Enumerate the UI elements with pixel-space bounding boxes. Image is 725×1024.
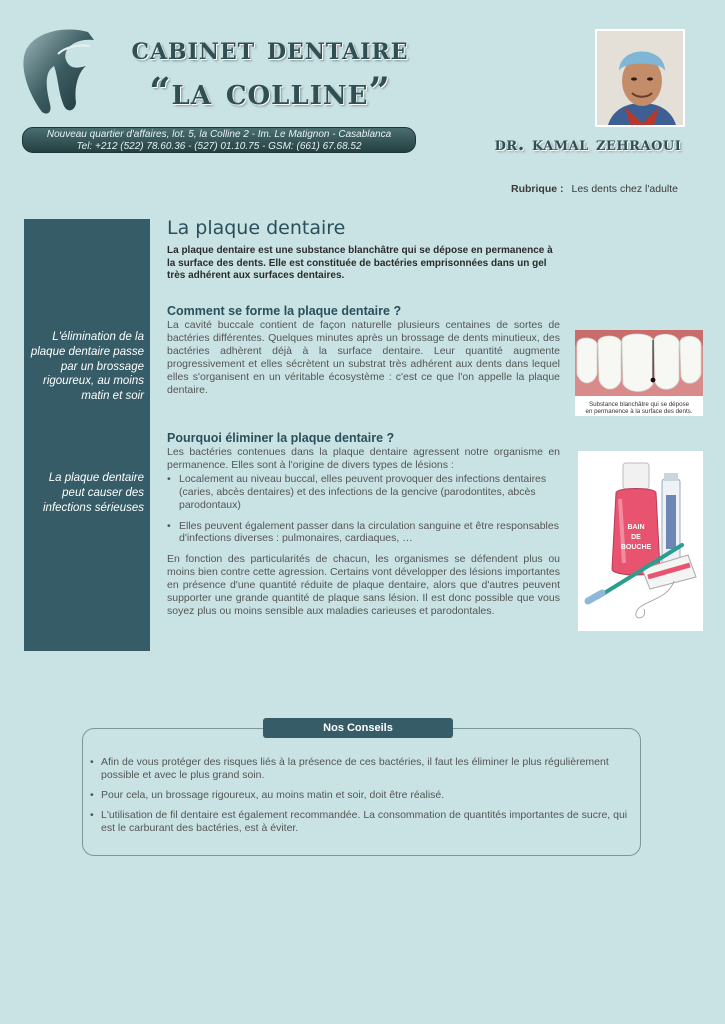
section-conclusion: En fonction des particularités de chacun, les organismes se défendent plus ou moins bien contre cette agression. Certains vont développer des lésions importantes en présence d'une quantité réduite de plaque dentaire, alors que d'autres peuvent supporter une grande quantité de plaque sans lésion. Il est donc possible que vous soyez plus ou moins sensible aux maladies carieuses et parodontales. [167,553,560,617]
rubrique-value: Les dents chez l'adulte [571,183,678,195]
teeth-figure [575,330,703,416]
section-title-formation: Comment se forme la plaque dentaire ? [167,304,402,318]
phone-line: Tel: +212 (522) 78.60.36 - (527) 01.10.75 - GSM: (661) 67.68.52 [76,140,362,152]
address-bar [22,127,416,153]
bullet-local-b: (caries, abcès dentaires) et des infections de la gencive (parodontites, abcès parodontaux) [179,485,536,511]
rubrique [480,183,678,195]
page-title: La plaque dentaire [167,217,346,239]
mouthwash-label-1: BAIN [627,524,645,531]
bullet-local-a: Localement au niveau buccal, elles peuvent provoquer des infections dentaires [179,472,547,485]
mouthwash-figure [578,451,703,631]
address-line: Nouveau quartier d'affaires, lot. 5, la Colline 2 - Im. Le Matignon - Casablanca [46,129,392,140]
doctor-name: dr. kamal zehraoui [494,133,682,155]
list-item: • Afin de vous protéger des risques liés à la présence de ces bactéries, il faut les éliminer le plus régulièrement possible et avec le plus grand soin. [89,756,634,782]
advice-list [89,756,634,842]
article [167,216,560,617]
tooth-logo-icon [18,26,104,118]
teeth-caption [575,401,703,415]
section-intro-elimination: Les bactéries contenues dans la plaque dentaire agressent notre organisme en permanence. Elles sont à l'origine de divers types de lésions : [167,446,560,471]
section-title-elimination: Pourquoi éliminer la plaque dentaire ? [167,431,395,445]
advice-box-title: Nos Conseils [263,718,453,738]
doctor-photo [595,29,685,127]
mouthwash-illustration [578,451,703,631]
section-body-elimination [167,446,560,618]
section-text-formation: La cavité buccale contient de façon naturelle plusieurs centaines de sortes de bactéries différentes. Quelques minutes après un brossage de dents minutieux, des bactéries adhèrent déjà à la surface dentaire. Leur quantité augmente progressivement et elles sécrètent un substrat très adhérent aux dents dans lequel elles s'organisent en un véritable écosystème : c'est ce que l'on appelle la plaque dentaire. [167,319,560,396]
list-item: • Pour cela, un brossage rigoureux, au moins matin et soir, doit être réalisé. [89,789,634,802]
brand-line-2: “la colline” [149,69,391,113]
list-item [167,473,560,512]
sidebar [24,219,150,651]
teeth-caption-line-2: en permanence à la surface des dents. [585,408,693,415]
rubrique-label: Rubrique : [511,183,564,195]
mouthwash-label-2: DE [631,534,641,541]
brand-line-1: cabinet dentaire [131,31,409,67]
teeth-illustration [575,330,703,396]
lesion-list [167,473,560,546]
mouthwash-label-3: BOUCHE [620,544,652,551]
list-item: • L'utilisation de fil dentaire est également recommandée. La consommation de quantités importantes de sucre, qui est le carburant des bactéries, est à éviter. [89,809,634,835]
clinic-brand [120,30,420,112]
sidebar-quote-infections: La plaque dentaire peut causer des infections sérieuses [43,472,144,514]
article-intro: La plaque dentaire est une substance blanchâtre qui se dépose en permanence à la surface des dents. Elle est constituée de bactéries emprisonnées dans un gel très adhérent aux surfaces dentaires. [167,245,553,281]
sidebar-quote-brushing: L'élimination de la plaque dentaire passe par un brossage rigoureux, au moins matin et soir [30,331,144,403]
list-item: • Elles peuvent également passer dans la circulation sanguine et être responsables d'infections diverses : pulmonaires, cardiaques, … [167,520,560,546]
teeth-caption-line-1: Substance blanchâtre qui se dépose [588,401,690,408]
